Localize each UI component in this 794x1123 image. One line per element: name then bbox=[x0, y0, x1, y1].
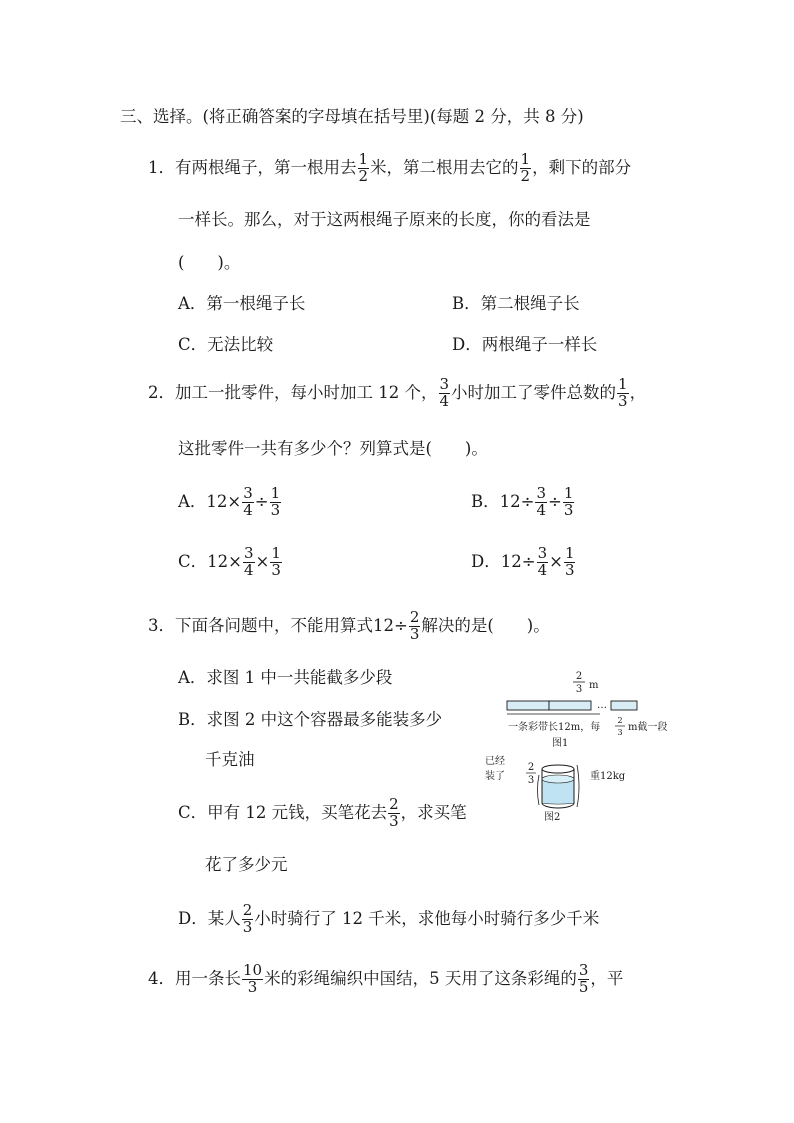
fraction: $\frac{3}{5}$ bbox=[578, 961, 589, 996]
bracket-left bbox=[538, 775, 540, 805]
option-c-line-1: C．甲有 12 元钱，买笔花去 $\frac{2}{3}$ ，求买笔 bbox=[178, 795, 467, 830]
question-1-line-1 bbox=[148, 152, 631, 185]
fig1-caption-b: m截一段 bbox=[628, 722, 668, 733]
fig2-label-2: 装了 bbox=[485, 771, 505, 782]
figure-2 bbox=[478, 745, 648, 823]
fig2-label-1: 已经 bbox=[485, 756, 505, 767]
option-c: C．12× $\frac{3}{4}$ × $\frac{1}{3}$ bbox=[178, 544, 281, 579]
section-title: 三、选择。(将正确答案的字母填在括号里)(每题 2 分，共 8 分) bbox=[120, 107, 584, 126]
fig1-caption-num: 2 bbox=[617, 716, 623, 725]
fig1-frac-num: 2 bbox=[575, 671, 583, 682]
fraction: $\frac{3}{4}$ bbox=[243, 484, 253, 519]
fraction: $\frac{3}{4}$ bbox=[439, 375, 450, 410]
ribbon-segment bbox=[611, 701, 637, 710]
question-1-line-2: 一样长。那么，对于这两根绳子原来的长度，你的看法是 bbox=[178, 210, 591, 229]
question-2-line-1 bbox=[148, 377, 646, 410]
fraction: $\frac{1}{3}$ bbox=[270, 484, 281, 519]
question-number: 1． bbox=[148, 157, 175, 177]
text: ， bbox=[629, 382, 647, 402]
question-3-line-1: 3．下面各问题中，不能用算式12÷ $\frac{2}{3}$ 解决的是( )。 bbox=[148, 608, 550, 643]
liquid-surface bbox=[542, 775, 574, 783]
fraction: $\frac{1}{3}$ bbox=[563, 484, 574, 519]
option-d: D．12÷ $\frac{3}{4}$ × $\frac{1}{3}$ bbox=[471, 544, 575, 579]
option-a: A．求图 1 中一共能截多少段 bbox=[178, 668, 393, 687]
fig1-caption-den: 3 bbox=[617, 728, 623, 737]
fraction: $\frac{1}{2}$ bbox=[520, 150, 531, 185]
ellipsis: … bbox=[597, 700, 607, 711]
question-4-line-1: 4．用一条长 $\frac{10}{3}$ 米的彩绳编织中国结，5 天用了这条彩绳的 $\frac{3}{5}$ ，平 bbox=[148, 961, 624, 996]
option-b: B．12÷ $\frac{3}{4}$ ÷ $\frac{1}{3}$ bbox=[471, 484, 574, 519]
text: 小时加工了零件总数的 bbox=[451, 382, 617, 402]
option-b: B．第二根绳子长 bbox=[452, 294, 580, 313]
option-b-line-2: 千克油 bbox=[205, 750, 255, 769]
fraction: $\frac{1}{3}$ bbox=[618, 375, 628, 410]
option-a: A．12× $\frac{3}{4}$ ÷ $\frac{1}{3}$ bbox=[178, 484, 281, 519]
option-d: D．某人 $\frac{2}{3}$ 小时骑行了 12 千米，求他每小时骑行多少千米 bbox=[178, 901, 600, 936]
answer-blank: ( )。 bbox=[178, 253, 241, 272]
fraction: $\frac{2}{3}$ bbox=[242, 901, 253, 936]
question-number: 2． bbox=[148, 382, 175, 402]
bracket-right bbox=[577, 765, 579, 807]
text: ，剩下的部分 bbox=[532, 157, 632, 177]
option-c: C．无法比较 bbox=[178, 335, 274, 354]
ribbon-segment bbox=[507, 701, 549, 710]
option-d: D．两根绳子一样长 bbox=[452, 335, 598, 354]
fraction: $\frac{2}{3}$ bbox=[389, 795, 399, 830]
text: 有两根绳子，第一根用去 bbox=[175, 157, 357, 177]
container-top bbox=[542, 765, 574, 773]
text: 米，第二根用去它的 bbox=[370, 157, 519, 177]
fig2-label: 图2 bbox=[544, 812, 561, 823]
figure-1 bbox=[500, 665, 720, 755]
question-2-line-2: 这批零件一共有多少个？列算式是( )。 bbox=[178, 439, 488, 458]
fraction: $\frac{3}{4}$ bbox=[243, 544, 254, 579]
fig2-weight: 重12kg bbox=[590, 771, 626, 782]
fraction: $\frac{10}{3}$ bbox=[243, 961, 263, 996]
fraction: $\frac{1}{3}$ bbox=[271, 544, 281, 579]
fig1-caption-a: 一条彩带长12m，每 bbox=[508, 722, 601, 733]
fig2-frac-den: 3 bbox=[527, 775, 535, 786]
fraction: $\frac{3}{4}$ bbox=[537, 544, 548, 579]
fraction: $\frac{3}{4}$ bbox=[536, 484, 547, 519]
question-number: 4． bbox=[148, 968, 175, 988]
text: 加工一批零件，每小时加工 12 个， bbox=[175, 382, 438, 402]
question-number: 3． bbox=[148, 615, 175, 635]
option-b-line-1: B．求图 2 中这个容器最多能装多少 bbox=[178, 710, 443, 729]
fig1-label: 图1 bbox=[552, 738, 569, 749]
option-c-line-2: 花了多少元 bbox=[205, 855, 288, 874]
option-a: A．第一根绳子长 bbox=[178, 294, 306, 313]
fig2-frac-num: 2 bbox=[527, 762, 535, 773]
fig1-unit: m bbox=[589, 680, 599, 691]
fraction: $\frac{2}{3}$ bbox=[409, 608, 420, 643]
fig1-frac-den: 3 bbox=[575, 684, 583, 695]
fraction: $\frac{1}{3}$ bbox=[564, 544, 575, 579]
fraction: $\frac{1}{2}$ bbox=[358, 150, 369, 185]
ribbon-segment bbox=[549, 701, 591, 710]
